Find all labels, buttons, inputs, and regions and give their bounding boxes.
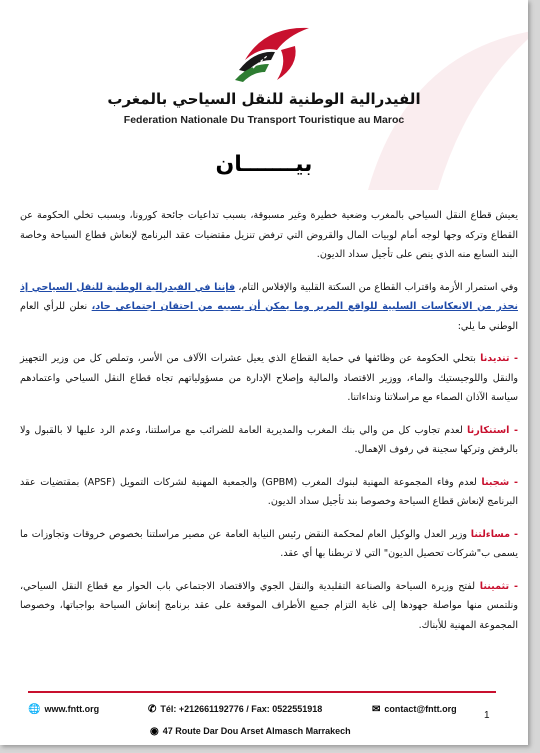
phone-icon: ✆	[148, 703, 157, 715]
item-lead: - تثميننا	[479, 580, 518, 592]
list-item	[20, 421, 518, 460]
footer-divider	[28, 691, 496, 693]
globe-icon: 🌐	[28, 703, 41, 715]
item-lead: - مساءلتنا	[470, 528, 518, 540]
footer-email[interactable]	[372, 702, 457, 716]
document-body	[20, 206, 518, 648]
phone-text: Tél: +212661192776 / Fax: 0522551918	[160, 704, 323, 714]
org-name-french: Federation Nationale Du Transport Touristique au Maroc	[123, 114, 405, 126]
logo-watermark-icon	[348, 10, 528, 210]
fntt-logo-icon	[225, 20, 315, 86]
list-item	[20, 577, 518, 636]
item-text: وزير العدل والوكيل العام لمحكمة النقض رئيس النيابة العامة عن مصير مراسلتنا بخصوص خروقات وتجاوزات ما يسمى ب"شركات تحصيل الديون" التي لا تربطنا بها أي عقد.	[20, 528, 518, 559]
list-item	[20, 349, 518, 408]
website-text: www.fntt.org	[44, 704, 100, 714]
declaration-text-a: وفي استمرار الأزمة واقتراب القطاع من السكتة القلبية والإفلاس التام،	[235, 281, 518, 293]
item-lead: - شجبنا	[481, 476, 519, 488]
footer-address	[150, 724, 351, 738]
declaration-warning: فإننا في الفيدرالية الوطنية للنقل السياحي إذ نحذر من الانعكاسات السلبية للواقع المرير وما يمكن أن يسببه من احتقان اجتماعي حاد،	[20, 281, 518, 312]
page-number: 1	[484, 710, 490, 721]
envelope-icon: ✉	[372, 703, 381, 715]
footer-phone	[148, 702, 322, 716]
item-lead: - استنكارنا	[467, 424, 518, 436]
item-text: لعدم وفاء المجموعة المهنية لبنوك المغرب (GPBM) والجمعية المهنية لشركات التمويل (APSF) بمقتضيات عقد البرنامج لإنعاش قطاع السياحة وخصوصا بند تأجيل سداد الديون.	[20, 476, 518, 507]
item-lead: - تنديدنا	[480, 353, 518, 364]
list-item	[20, 525, 518, 564]
paragraph-declaration	[20, 278, 518, 337]
item-text: لعدم تجاوب كل من والي بنك المغرب والمديرية العامة للضرائب مع مراسلتنا، وعدم الرد عليها لا بالقبول ولا بالرفض وتركها سجينة في رفوف الإهمال.	[20, 424, 518, 455]
email-text: contact@fntt.org	[384, 704, 457, 714]
item-text: بتخلي الحكومة عن وظائفها في حماية القطاع الذي يعيل عشرات الآلاف من الأسر، وتملص كل من وزير التجهيز والنقل واللوجيستيك والماء، ووزير الاقتصاد والمالية وإصلاح الإدارة من مسؤولياتهم تجاه قطاع النقل السياحي واعتمادهم سياسة الآذان الصماء مع مراسلاتنا ونداءاتنا.	[20, 353, 518, 403]
item-text: لفتح وزيرة السياحة والصناعة التقليدية والنقل الجوي والاقتصاد الاجتماعي باب الحوار مع قطاع النقل السياحي، ونلتمس منها مواصلة جهودها إلى غاية التزام جميع الأطراف الموقعة على عقد برنامج إنعاش السياحة بواجباتها، وخصوصا المجموعة المهنية للأبناك.	[20, 580, 518, 631]
org-name-arabic: الفيدرالية الوطنية للنقل السياحي بالمغرب	[107, 90, 421, 108]
footer-website[interactable]	[28, 702, 99, 716]
location-pin-icon: ◉	[150, 725, 159, 737]
paragraph-intro: يعيش قطاع النقل السياحي بالمغرب وضعية خطيرة وغير مسبوقة، بسبب تداعيات جائحة كورونا، وبسبب تخلي الحكومة عن القطاع وتركه وجها لوجه أمام لوبيات المال والقروض التي ترفض تنزيل مقتضيات عقد البرنامج لإنعاش قطاع السياحة وخاصة البند السابع منه الذي ينص على تأجيل سداد الديون.	[20, 210, 518, 260]
address-text: 47 Route Dar Dou Arset Almasch Marrakech	[162, 726, 351, 736]
document-title: بيـــــــان	[215, 152, 313, 177]
declaration-text-c: نعلن للرأي العام الوطني ما يلي:	[20, 301, 518, 332]
list-item	[20, 473, 518, 512]
